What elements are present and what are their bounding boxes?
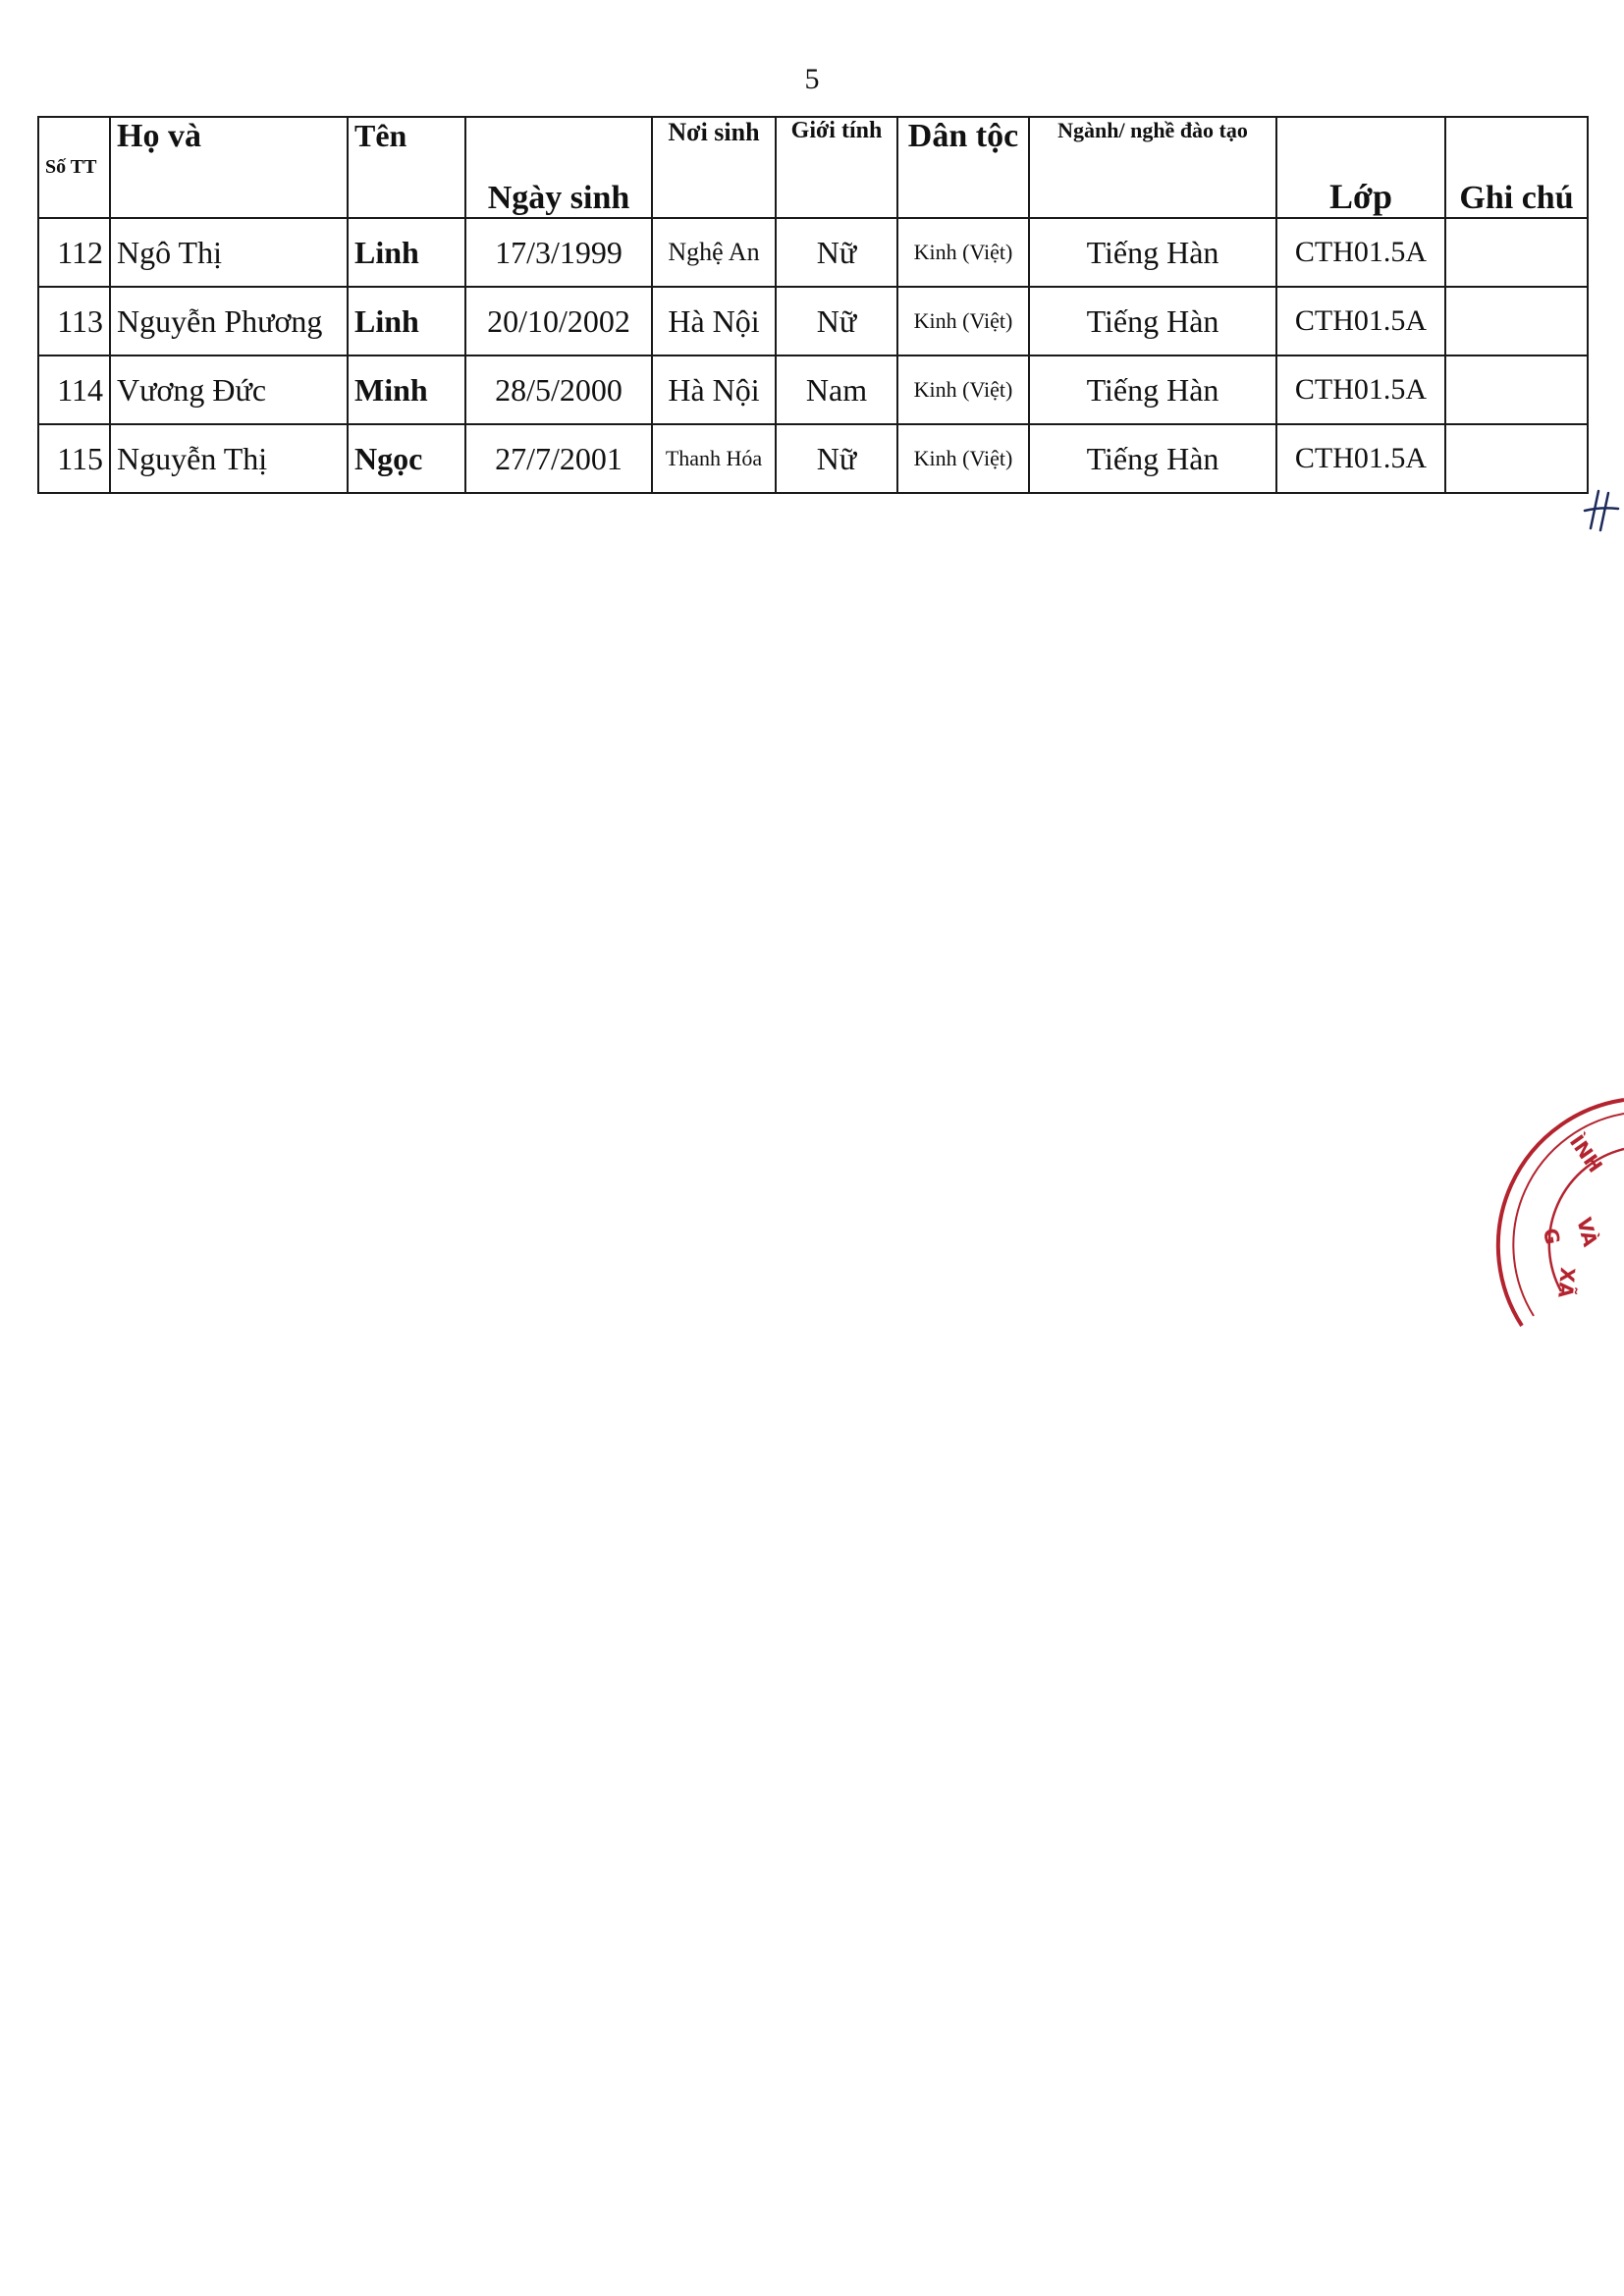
table-row bbox=[38, 218, 1588, 287]
table-header bbox=[38, 117, 1588, 218]
cell-noi-sinh: Nghệ An bbox=[652, 218, 776, 287]
cell-dan-toc: Kinh (Việt) bbox=[897, 355, 1029, 424]
table-row bbox=[38, 355, 1588, 424]
header-dan-toc: Dân tộc bbox=[897, 117, 1029, 218]
cell-ho-va: Ngô Thị bbox=[110, 218, 348, 287]
cell-ngay-sinh: 28/5/2000 bbox=[465, 355, 652, 424]
cell-gioi-tinh: Nữ bbox=[776, 424, 897, 493]
cell-ten: Ngọc bbox=[348, 424, 465, 493]
cell-lop: CTH01.5A bbox=[1276, 218, 1445, 287]
cell-ten: Linh bbox=[348, 287, 465, 355]
cell-ho-va: Nguyễn Phương bbox=[110, 287, 348, 355]
cell-nganh-nghe: Tiếng Hàn bbox=[1029, 424, 1276, 493]
table-body bbox=[38, 218, 1588, 493]
cell-ghi-chu bbox=[1445, 424, 1588, 493]
table-row bbox=[38, 424, 1588, 493]
cell-ngay-sinh: 17/3/1999 bbox=[465, 218, 652, 287]
cell-nganh-nghe: Tiếng Hàn bbox=[1029, 218, 1276, 287]
cell-ngay-sinh: 27/7/2001 bbox=[465, 424, 652, 493]
cell-ho-va: Nguyễn Thị bbox=[110, 424, 348, 493]
cell-gioi-tinh: Nữ bbox=[776, 287, 897, 355]
stamp-text-3: G bbox=[1539, 1226, 1565, 1247]
cell-stt: 113 bbox=[38, 287, 110, 355]
stamp-text-4: XÃ bbox=[1553, 1266, 1580, 1299]
stamp-text-2: VÀ bbox=[1572, 1215, 1603, 1249]
cell-stt: 112 bbox=[38, 218, 110, 287]
cell-stt: 115 bbox=[38, 424, 110, 493]
cell-dan-toc: Kinh (Việt) bbox=[897, 287, 1029, 355]
handwritten-mark-icon bbox=[1583, 487, 1622, 536]
cell-dan-toc: Kinh (Việt) bbox=[897, 218, 1029, 287]
header-stt: Số TT bbox=[38, 117, 110, 218]
cell-noi-sinh: Hà Nội bbox=[652, 355, 776, 424]
cell-gioi-tinh: Nam bbox=[776, 355, 897, 424]
cell-lop: CTH01.5A bbox=[1276, 424, 1445, 493]
student-table bbox=[37, 116, 1589, 494]
cell-ten: Minh bbox=[348, 355, 465, 424]
header-row bbox=[38, 117, 1588, 218]
table-row bbox=[38, 287, 1588, 355]
cell-gioi-tinh: Nữ bbox=[776, 218, 897, 287]
stamp-text-1: ÌNH bbox=[1564, 1130, 1608, 1177]
cell-dan-toc: Kinh (Việt) bbox=[897, 424, 1029, 493]
header-lop: Lớp bbox=[1276, 117, 1445, 218]
cell-stt: 114 bbox=[38, 355, 110, 424]
header-ngay-sinh: Ngày sinh bbox=[465, 117, 652, 218]
header-ghi-chu: Ghi chú bbox=[1445, 117, 1588, 218]
cell-ten: Linh bbox=[348, 218, 465, 287]
cell-nganh-nghe: Tiếng Hàn bbox=[1029, 287, 1276, 355]
seal-stamp-icon bbox=[1463, 1080, 1624, 1375]
header-ho-va: Họ và bbox=[110, 117, 348, 218]
cell-nganh-nghe: Tiếng Hàn bbox=[1029, 355, 1276, 424]
cell-noi-sinh: Hà Nội bbox=[652, 287, 776, 355]
header-ten: Tên bbox=[348, 117, 465, 218]
cell-lop: CTH01.5A bbox=[1276, 355, 1445, 424]
cell-ghi-chu bbox=[1445, 218, 1588, 287]
cell-noi-sinh: Thanh Hóa bbox=[652, 424, 776, 493]
header-gioi-tinh: Giới tính bbox=[776, 117, 897, 218]
cell-ghi-chu bbox=[1445, 287, 1588, 355]
cell-lop: CTH01.5A bbox=[1276, 287, 1445, 355]
header-noi-sinh: Nơi sinh bbox=[652, 117, 776, 218]
cell-ghi-chu bbox=[1445, 355, 1588, 424]
cell-ho-va: Vương Đức bbox=[110, 355, 348, 424]
page-number: 5 bbox=[804, 63, 820, 95]
cell-ngay-sinh: 20/10/2002 bbox=[465, 287, 652, 355]
header-nganh-nghe: Ngành/ nghề đào tạo bbox=[1029, 117, 1276, 218]
